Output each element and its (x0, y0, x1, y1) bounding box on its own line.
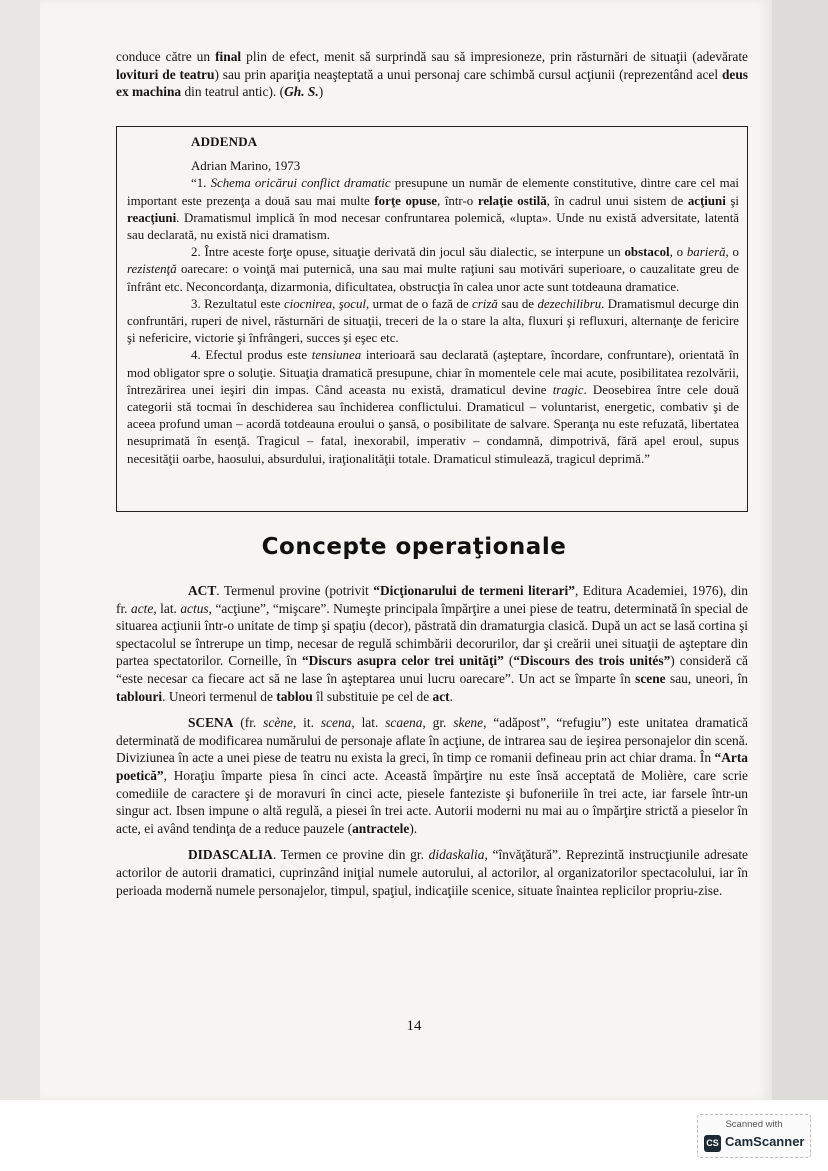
addenda-author: Adrian Marino, 1973 (191, 159, 301, 174)
addenda-title: ADDENDA (191, 134, 258, 149)
concepts-section (116, 582, 748, 908)
addenda-paragraph: 3. Rezultatul este ciocnirea, şocul, urmat de o fază de criză sau de dezechilibru. Dramatismul decurge din confruntări, ruperi de nivel, răsturnări de situaţii, treceri de la o stare la alta, fluxuri şi refluxuri, alternanţe de fericire şi nefericire, victorie şi înfrângeri, succes şi eşec etc. (127, 296, 739, 346)
section-title: Concepte operaţionale (261, 534, 567, 560)
addenda-paragraph: “1. Schema oricărui conflict dramatic presupune un număr de elemente constitutive, dintre care cel mai important este prezenţa a două sau mai multe forţe opuse, într-o relaţie ostilă, în cadrul unui sistem de acţiuni şi reacţiuni. Dramatismul implică în mod necesar confruntarea polemică, «lupta». Unde nu există adversitate, latentă sau declarată, nu există nici dramatism. (127, 176, 739, 243)
concept-didascalia: DIDASCALIA. Termen ce provine din gr. didaskalia, “învăţătură”. Reprezintă instrucţiunile adresate actorilor de autorii dramatici, cuprinzând iniţial numele autorului, al actorilor, al organizatorilor spectacolului, iar în perioada modernă numele personajelor, timpul, spaţiul, indicaţiile scenice, situate înaintea replicilor propriu-zise. (116, 847, 748, 898)
intro-paragraph (116, 48, 748, 101)
intro-text: conduce către un final plin de efect, menit să surprindă sau să impresioneze, prin răsturnări de situaţii (adevărate lovituri de teatru) sau prin apariţia neaşteptată a unui personaj care schimbă cursul acţiunii (reprezentând acel deus ex machina din teatrul antic). (Gh. S.) (116, 49, 748, 100)
watermark-caption: Scanned with (725, 1119, 783, 1130)
concept-act: ACT. Termenul provine (potrivit “Dicţionarului de termeni literari”, Editura Academiei, 1976), din fr. acte, lat. actus, “acţiune”, “mişcare”. Numeşte principala împărţire a unei piese de teatru, determinată în special de situarea acţiunii într-o unitate de timp şi spaţiu (decor), păstrată din dramaturgia clasică. După un act se lasă cortina şi spectacolul se întrerupe un timp, necesar de regulă schimbării decorurilor, dar şi creării unei situaţii de aşteptare din partea spectatorilor. Corneille, în “Discurs asupra celor trei unităţi” (“Discours des trois unités”) consideră că “este necesar ca fiecare act să ne lase în aşteptarea unui lucru oarecare”. Un act se împarte în scene sau, uneori, în tablouri. Uneori termenul de tablou îl substituie pe cel de act. (116, 583, 749, 704)
camscanner-logo-icon: CS (704, 1135, 721, 1152)
camscanner-watermark (697, 1114, 811, 1158)
concept-scena: SCENA (fr. scène, it. scena, lat. scaena, gr. skene, “adăpost”, “refugiu”) este unitatea dramatică determinată de modificarea numărului de personaje aflate în acţiune, de intrarea sau de ieşirea personajelor din scenă. Diviziunea în acte a unei piese de teatru nu exista la greci, în timp ce romanii defineau prin act chiar drama. În “Arta poetică”, Horaţiu împarte piesa în cinci acte. Această împărţire nu este însă acceptată de Molière, care scrie comediile de caractere şi de moravuri în cinci acte, piesele fanteziste şi bufoneriile în trei acte, iar farsele într-un singur act. Ibsen impune o altă regulă, a piesei în trei acte. Autorii moderni nu mai au o împărţire strictă a pieselor în acte, ei având tendinţa de a reduce pauzele (antractele). (116, 715, 749, 836)
addenda-paragraph: 2. Între aceste forţe opuse, situaţie derivată din jocul său dialectic, se interpune un obstacol, o barieră, o rezistenţă oarecare: o voinţă mai puternică, una sau mai multe raţiuni sau motivări superioare, o cauzalitate greu de înfrânt etc. Neconcordanţa, dizarmonia, dificultatea, obstrucţia în calea unor acte sunt totdeauna dramatice. (127, 245, 740, 294)
page-number: 14 (406, 1018, 422, 1034)
addenda-box (116, 126, 748, 512)
watermark-brand: CamScanner (725, 1134, 805, 1149)
addenda-paragraph: 4. Efectul produs este tensiunea interioară sau declarată (aşteptare, încordare, confruntare), orientată în mod obligator spre o soluţie. Situaţia dramatică presupune, chiar în momentele cele mai acute, posibilitatea rezolvării, întrezărirea unei ieşiri din impas. Când aceasta nu există, dramaticul devine tragic. Deosebirea între cele două categorii stă tocmai în deschiderea sau închiderea conflictului. Dramaticul – voluntarist, energetic, combativ şi de aceea profund uman – acordă totdeauna eroului o şansă, o posibilitate de salvare. Speranţa nu este refuzată, libertatea nesuprimată în esenţă. Tragicul – fatal, inexorabil, imperativ – condamnă, dimpotrivă, fără apel eroul, supus necesităţii oarbe, haosului, absurdului, iraţionalităţii totale. Dramaticul stimulează, tragicul deprimă.” (127, 348, 740, 466)
